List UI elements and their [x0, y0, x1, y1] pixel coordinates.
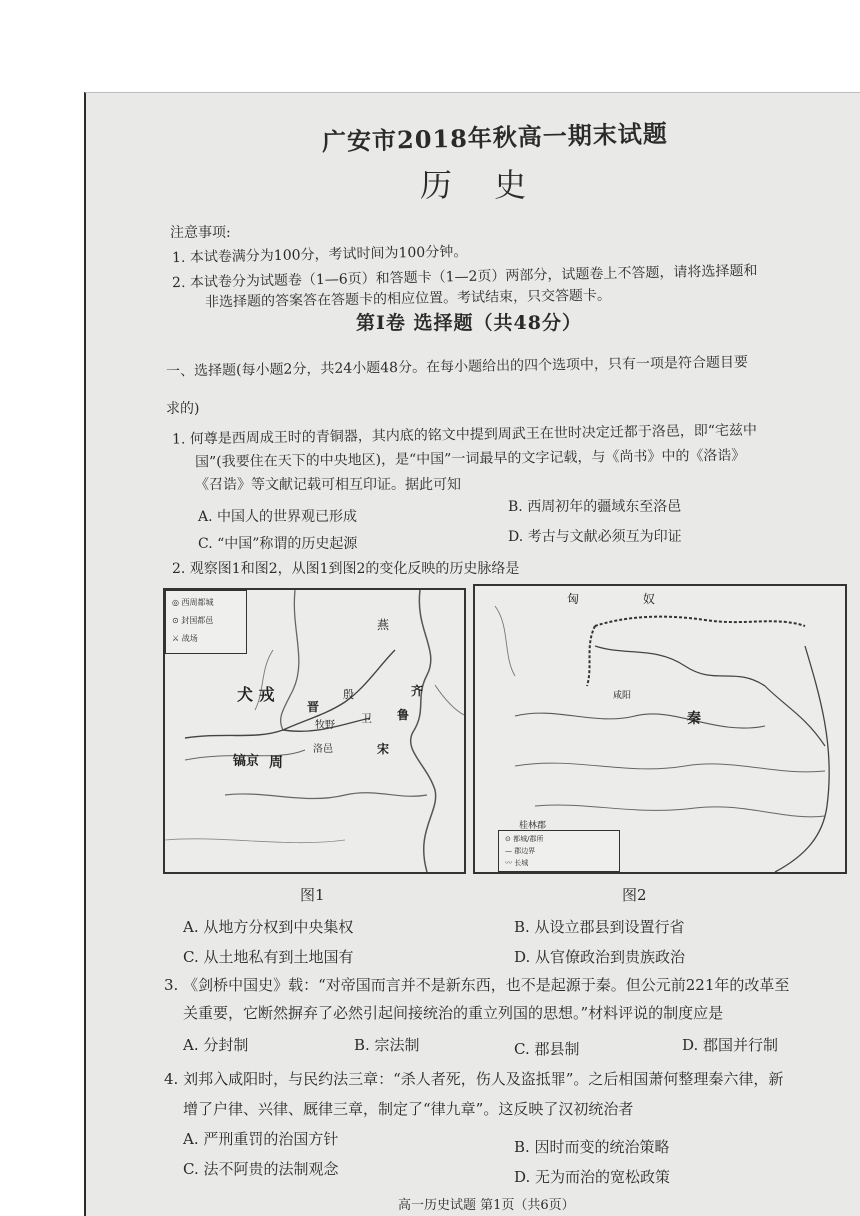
- exam-title: 广安市2018年秋高一期末试题: [321, 118, 669, 157]
- q4-option-a: A. 严刑重罚的治国方针: [183, 1130, 339, 1148]
- q1-option-a: A. 中国人的世界观已形成: [198, 509, 358, 525]
- notice-item-1: 1. 本试卷满分为100分，考试时间为100分钟。: [171, 243, 468, 267]
- page-footer: 高一历史试题 第1页（共6页）: [398, 1198, 575, 1213]
- figure-2-caption: 图2: [622, 886, 647, 904]
- q4-option-b: B. 因时而变的统治策略: [514, 1138, 670, 1156]
- section-instruction-b: 求的): [166, 401, 200, 417]
- map2-legend: [498, 830, 620, 872]
- map1-label-wei: 卫: [361, 712, 372, 725]
- map1-label-quanrong: 犬 戎: [237, 685, 275, 704]
- map-western-zhou: [163, 588, 466, 874]
- map1-label-yan: 燕: [377, 618, 390, 632]
- legend-prefecture: ⊙ 都城/郡所: [505, 835, 544, 843]
- legend-border: — 郡边界: [505, 847, 536, 855]
- map2-label-xiongnu: 匈 奴: [567, 592, 685, 606]
- q3-stem-a: 3. 《剑桥中国史》载：“对帝国而言并不是新东西，也不是起源于秦。但公元前221年的改革至: [164, 976, 790, 994]
- map2-label-qin: 秦: [687, 711, 701, 727]
- q3-stem-b: 关重要，它断然摒弃了必然引起间接统治的重立列国的思想。”材料评说的制度应是: [183, 1004, 724, 1022]
- legend-capital: ◎ 西周都城: [172, 598, 214, 607]
- map1-label-zhou: 周: [269, 755, 283, 771]
- map1-label-song: 宋: [377, 742, 390, 756]
- q4-option-d: D. 无为而治的宽松政策: [514, 1168, 671, 1186]
- q2-option-c: C. 从土地私有到土地国有: [183, 948, 354, 966]
- q4-stem-a: 4. 刘邦入咸阳时，与民约法三章：“杀人者死，伤人及盗抵罪”。之后相国萧何整理秦六律，新: [164, 1070, 784, 1088]
- q2-option-d: D. 从官僚政治到贵族政治: [514, 948, 686, 966]
- q1-option-c: C. “中国”称谓的历史起源: [198, 536, 358, 552]
- legend-fief: ⊙ 封国都邑: [172, 616, 214, 625]
- legend-battlefield: ⚔ 战场: [172, 634, 198, 643]
- q1-stem-b: 国”(我要住在天下的中央地区)，是“中国”一词最早的文字记载，与《尚书》中的《洛诰》: [194, 447, 746, 471]
- q4-option-c: C. 法不阿贵的法制观念: [183, 1160, 339, 1178]
- map1-label-lu: 鲁: [397, 708, 410, 722]
- map1-label-muye: 牧野: [315, 720, 335, 731]
- map1-label-jin: 晋: [307, 700, 320, 714]
- q2-option-b: B. 从设立郡县到设置行省: [514, 918, 685, 936]
- map1-label-luoyi: 洛邑: [313, 744, 333, 755]
- legend-great-wall: 〰 长城: [505, 859, 529, 867]
- notice-item-2a: 2. 本试卷分为试题卷（1—6页）和答题卡（1—2页）两部分，试题卷上不答题，请将选择题和: [171, 262, 758, 292]
- notice-heading: 注意事项:: [170, 225, 231, 241]
- map2-label-xianyang: 咸阳: [613, 691, 632, 701]
- q1-option-d: D. 考古与文献必须互为印证: [508, 529, 682, 545]
- figure-1-caption: 图1: [300, 886, 325, 904]
- q2-stem: 2. 观察图1和图2，从图1到图2的变化反映的历史脉络是: [172, 561, 520, 577]
- q1-stem-c: 《召诰》等文献记载可相互印证。据此可知: [195, 477, 461, 493]
- q3-option-c: C. 郡县制: [514, 1040, 580, 1058]
- q3-option-a: A. 分封制: [183, 1036, 249, 1054]
- q1-stem-a: 1. 何尊是西周成王时的青铜器，其内底的铭文中提到周武王在世时决定迁都于洛邑，即“宅兹中: [171, 422, 758, 448]
- notice-item-2b: 非选择题的答案答在答题卡的相应位置。考试结束，只交答题卡。: [204, 287, 612, 311]
- q2-option-a: A. 从地方分权到中央集权: [183, 918, 354, 936]
- map1-legend: [165, 590, 247, 654]
- map1-label-haojing: 镐京: [233, 754, 260, 769]
- map1-label-qi: 齐: [411, 684, 424, 698]
- map-qin-dynasty: [473, 584, 847, 874]
- q4-stem-b: 增了户律、兴律、厩律三章，制定了“律九章”。这反映了汉初统治者: [183, 1100, 634, 1118]
- map2-label-guilin: 桂林郡: [519, 821, 547, 831]
- section-instruction-a: 一、选择题(每小题2分，共24小题48分。在每小题给出的四个选项中，只有一项是符合题目要: [165, 354, 749, 380]
- section-title: 第Ⅰ卷 选择题（共48分）: [356, 312, 582, 334]
- map1-label-yin: 殷: [343, 688, 354, 701]
- subject-title: 历 史: [420, 166, 543, 204]
- q3-option-d: D. 郡国并行制: [682, 1036, 779, 1054]
- q1-option-b: B. 西周初年的疆域东至洛邑: [508, 499, 682, 515]
- q3-option-b: B. 宗法制: [354, 1036, 420, 1054]
